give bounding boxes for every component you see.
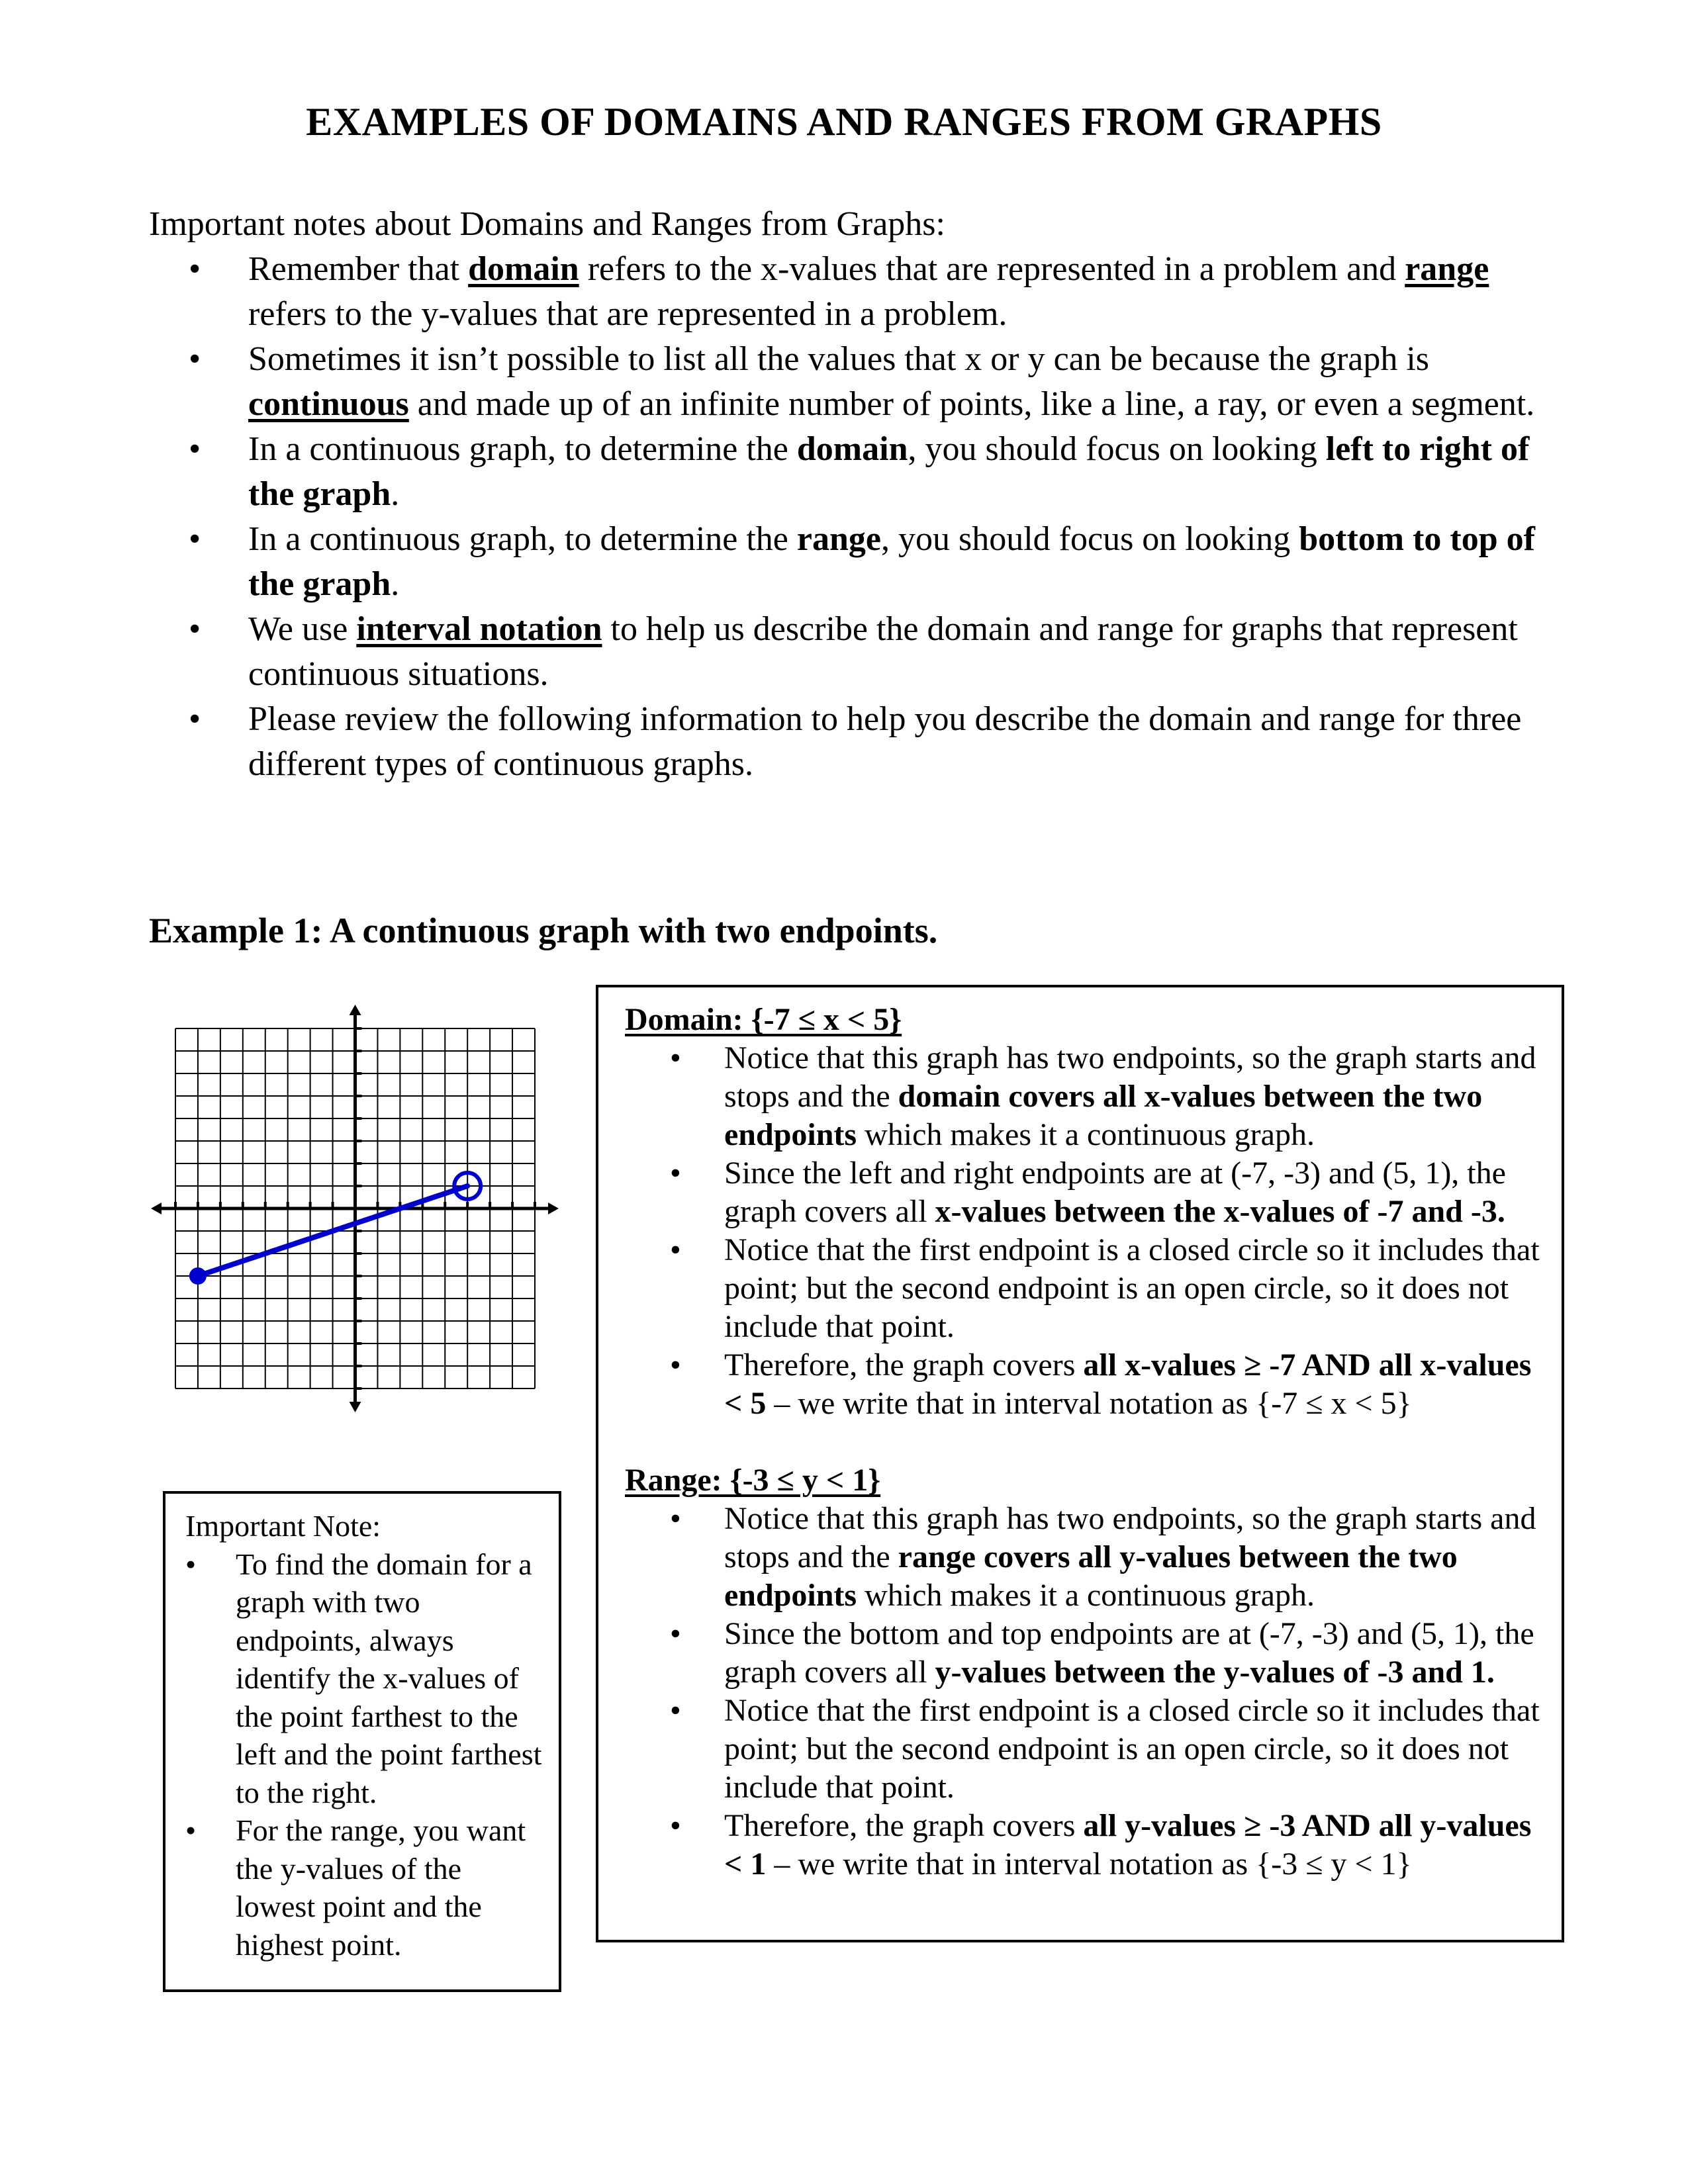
- text-run: refers to the x-values that are represented in a problem and: [579, 250, 1405, 288]
- start-endpoint-closed-circle: [189, 1267, 207, 1285]
- intro-bullet: [149, 247, 1572, 337]
- text-run: Remember that: [248, 250, 469, 288]
- range-bullet: [625, 1500, 1542, 1615]
- text-run: which makes it a continuous graph.: [857, 1117, 1315, 1152]
- text-run: Sometimes it isn’t possible to list all the values that x or y can be because the graph is: [248, 340, 1430, 378]
- note-heading: Important Note:: [185, 1509, 381, 1543]
- domain-bullet-list: [625, 1039, 1542, 1423]
- bold-text: all y-values ≥ -3 AND all y-values < 1: [724, 1808, 1532, 1882]
- text-run: Notice that this graph has two endpoints, so the graph starts and stops and the: [724, 1501, 1536, 1574]
- text-run: Therefore, the graph covers: [724, 1808, 1084, 1843]
- bold-text: all x-values ≥ -7 AND all x-values < 5: [724, 1347, 1532, 1421]
- note-bullet: • To find the domain for a graph with two endpoints, always identify the x-values of the point farthest to the left and the point farthest to the right.: [185, 1545, 545, 1812]
- text-run: Therefore, the graph covers: [724, 1347, 1084, 1383]
- text-run: Notice that the first endpoint is a closed circle so it includes that point; but the second endpoint is an open circle, so it does not include that point.: [724, 1693, 1540, 1805]
- text-run: We use: [248, 610, 357, 648]
- coordinate-graph: [146, 979, 583, 1416]
- intro-bullet-list: [149, 247, 1572, 787]
- key-term: continuous: [248, 385, 409, 423]
- text-run: Since the bottom and top endpoints are at (-7, -3) and (5, 1), the graph covers all: [724, 1616, 1534, 1690]
- note-bullet: • For the range, you want the y-values of the lowest point and the highest point.: [185, 1811, 545, 1964]
- example-1-heading: Example 1: A continuous graph with two endpoints.: [149, 911, 938, 950]
- bold-text: x-values between the x-values of -7 and -3.: [935, 1194, 1505, 1229]
- bold-text: left to right of the graph: [248, 430, 1530, 513]
- domain-heading: Domain: {-7 ≤ x < 5}: [625, 1002, 902, 1037]
- note-bullet-list: [185, 1545, 545, 1964]
- key-term: interval notation: [356, 610, 602, 648]
- text-run: refers to the y-values that are represented in a problem.: [248, 295, 1008, 333]
- range-bullet: [625, 1692, 1542, 1807]
- range-section: [625, 1461, 1542, 1884]
- intro-bullet: [149, 517, 1572, 607]
- text-run: .: [391, 565, 400, 603]
- text-run: to help us describe the domain and range for graphs that represent continuous situations.: [248, 610, 1518, 693]
- bold-text: range: [796, 520, 881, 558]
- intro-bullet: [149, 697, 1572, 787]
- key-term: range: [1405, 250, 1489, 288]
- text-run: Notice that the first endpoint is a closed circle so it includes that point; but the second endpoint is an open circle, so it does not include that point.: [724, 1232, 1540, 1344]
- important-note-box: [163, 1491, 561, 1992]
- intro-bullet: [149, 337, 1572, 427]
- bold-text: domain: [796, 430, 908, 468]
- intro-notes: [149, 202, 1572, 787]
- bold-text: bottom to top of the graph: [248, 520, 1535, 603]
- x-axis-left-arrow-icon: [151, 1203, 162, 1214]
- text-run: , you should focus on looking: [880, 520, 1299, 558]
- bold-text: domain covers all x-values between the two endpoints: [724, 1079, 1483, 1152]
- y-axis-up-arrow-icon: [350, 1005, 361, 1015]
- text-run: – we write that in interval notation as {-3 ≤ y < 1}: [766, 1846, 1412, 1882]
- domain-bullet: [625, 1346, 1542, 1423]
- range-bullet: [625, 1615, 1542, 1692]
- domain-bullet: [625, 1154, 1542, 1231]
- y-axis-down-arrow-icon: [350, 1402, 361, 1412]
- text-run: , you should focus on looking: [908, 430, 1326, 468]
- range-heading: Range: {-3 ≤ y < 1}: [625, 1463, 881, 1498]
- text-run: and made up of an infinite number of points, like a line, a ray, or even a segment.: [408, 385, 1535, 423]
- bold-text: range covers all y-values between the two endpoints: [724, 1539, 1458, 1613]
- domain-bullet: [625, 1039, 1542, 1154]
- text-run: which makes it a continuous graph.: [857, 1578, 1315, 1613]
- text-run: Since the left and right endpoints are at (-7, -3) and (5, 1), the graph covers all: [724, 1156, 1506, 1229]
- bold-text: y-values between the y-values of -3 and 1.: [935, 1655, 1495, 1690]
- range-bullet: [625, 1807, 1542, 1884]
- text-run: Notice that this graph has two endpoints, so the graph starts and stops and the: [724, 1040, 1536, 1114]
- intro-bullet: [149, 427, 1572, 517]
- text-run: In a continuous graph, to determine the: [248, 520, 797, 558]
- intro-heading: Important notes about Domains and Ranges from Graphs:: [149, 205, 945, 243]
- intro-bullet: [149, 607, 1572, 697]
- text-run: – we write that in interval notation as {-7 ≤ x < 5}: [766, 1386, 1412, 1421]
- text-run: In a continuous graph, to determine the: [248, 430, 797, 468]
- x-axis-right-arrow-icon: [548, 1203, 559, 1214]
- domain-bullet: [625, 1231, 1542, 1346]
- domain-section: [625, 1001, 1542, 1423]
- text-run: .: [391, 475, 400, 513]
- page-title: EXAMPLES OF DOMAINS AND RANGES FROM GRAPHS: [306, 100, 1382, 144]
- domain-range-explanation-box: [596, 985, 1564, 1942]
- key-term: domain: [468, 250, 579, 288]
- text-run: Please review the following information to help you describe the domain and range for three different types of continuous graphs.: [248, 700, 1522, 783]
- range-bullet-list: [625, 1500, 1542, 1884]
